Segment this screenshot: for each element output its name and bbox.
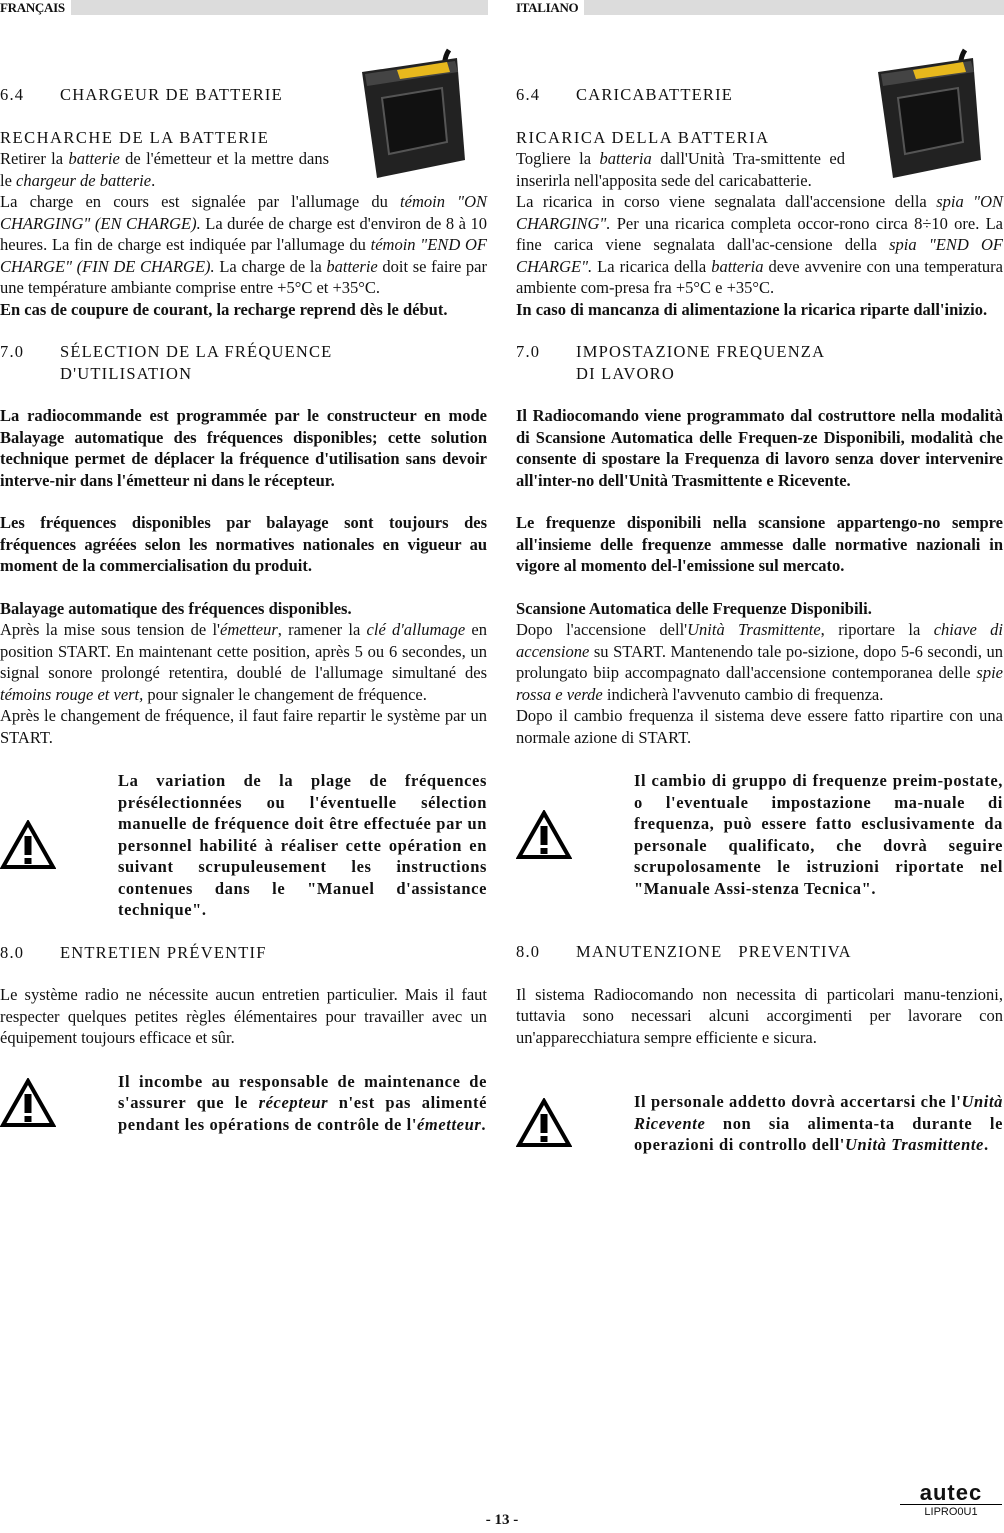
section-number: 7.0 xyxy=(516,342,541,361)
section-number: 8.0 xyxy=(0,942,25,962)
autec-logo xyxy=(900,1482,1002,1518)
bold-paragraph: Le frequenze disponibili nella scansione appartengo-no sempre all'insieme delle frequenze ammesse dalle normative nazionali in vigore al momento del-l'emissione sul mercato. xyxy=(516,513,1003,575)
header-lang-it: ITALIANO xyxy=(516,0,584,15)
column-italian xyxy=(516,70,1003,1156)
section-title: CHARGEUR DE BATTERIE xyxy=(60,85,283,104)
paragraph: Retirer la batterie de l'émetteur et la mettre dans le chargeur de batterie. xyxy=(0,149,330,190)
paragraph: Après le changement de fréquence, il faut faire repartir le système par un START. xyxy=(0,706,487,747)
section-title: CARICABATTERIE xyxy=(576,85,734,104)
warning-triangle-icon xyxy=(0,820,56,870)
paragraph: Dopo l'accensione dell'Unità Trasmittente, riportare la chiave di accensione su START. Mantenendo tale po-sizione, dopo 5-6 secondi, un prolungato biip accompagnato dall'accensione contemporanea delle spie rossa e verde indicherà l'avvenuto cambio di frequenza. xyxy=(516,620,1004,704)
warning-text: Il cambio di gruppo di frequenze preim-postate, o l'eventuale impostazione ma-nuale di frequenza, può essere fatto esclusivamente da personale qualificato, che dovrà seguire scrupolosamente le istruzioni riportate nel "Manuale Assi-stenza Tecnica". xyxy=(634,771,1003,898)
warning-triangle-icon xyxy=(0,1078,56,1128)
warning-block xyxy=(516,770,1003,899)
warning-text: Il personale addetto dovrà accertarsi che l'Unità Ricevente non sia alimenta-ta durante le operazioni di controllo dell'Unità Trasmittente. xyxy=(634,1092,1003,1154)
warning-text: La variation de la plage de fréquences présélectionnées ou l'éventuelle sélection manuelle de fréquence doit être effectuée par un personnel habilité à réaliser cette opération en suivant scrupuleusement les instructions contenues dans le "Manuel d'assistance technique". xyxy=(118,771,487,919)
section-number: 6.4 xyxy=(0,85,25,104)
bold-paragraph: Il Radiocomando viene programmato dal costruttore nella modalità di Scansione Automatica delle Frequen-ze Disponibili, modalità che consente di spostare la Frequenza di lavoro senza dover intervenire all'inter-no dell'Unità Trasmittente e Ricevente. xyxy=(516,406,1003,490)
header-bar-left xyxy=(0,0,488,15)
bold-subheading: Scansione Automatica delle Frequenze Disponibili. xyxy=(516,598,872,618)
section-title: MANUTENZIONE PREVENTIVA xyxy=(576,942,852,961)
document-code: LIPRO0U1 xyxy=(900,1504,1002,1518)
battery-charger-image xyxy=(853,42,1003,182)
bold-paragraph: Les fréquences disponibles par balayage sont toujours des fréquences agréées selon les normatives nationales en vigueur au moment de la commercialisation du produit. xyxy=(0,513,487,575)
section-number: 6.4 xyxy=(516,85,541,104)
section-title: SÉLECTION DE LA FRÉQUENCE xyxy=(60,342,333,361)
section-number: 8.0 xyxy=(516,942,541,961)
section-title-line2: D'UTILISATION xyxy=(60,363,193,383)
warning-triangle-icon xyxy=(516,810,572,860)
page-number: - 13 - xyxy=(485,1512,519,1528)
paragraph: La ricarica in corso viene segnalata dall'accensione della spia "ON CHARGING". Per una ricarica completa occor-rono circa 8÷10 ore. La fine carica viene segnalata dall'ac-censione della spia "END OF CHARGE". La ricarica della batteria deve avvenire con una temperatura ambiente com-presa fra +5°C e +35°C. xyxy=(516,192,1003,297)
logo-wordmark: autec xyxy=(919,1480,983,1505)
bold-subheading: Balayage automatique des fréquences disponibles. xyxy=(0,598,352,618)
bold-paragraph: La radiocommande est programmée par le constructeur en mode Balayage automatique des fréquences disponibles; cette solution technique permet de déplacer la fréquence d'utilisation sans devoir interve-nir dans l'émetteur ni dans le récepteur. xyxy=(0,406,487,490)
header-lang-fr: FRANÇAIS xyxy=(0,0,71,15)
battery-charger-image xyxy=(337,42,487,182)
paragraph: Le système radio ne nécessite aucun entretien particulier. Mais il faut respecter quelques petites règles élémentaires pour travailler avec un équipement toujours efficace et sûr. xyxy=(0,985,487,1047)
bold-note: In caso di mancanza di alimentazione la ricarica riparte dall'inizio. xyxy=(516,299,988,319)
paragraph: Il sistema Radiocomando non necessita di particolari manu-tenzioni, tuttavia sono necessari alcuni accorgimenti per lavorare con un'apparecchiatura sempre efficiente e sicura. xyxy=(516,984,1003,1047)
warning-triangle-icon xyxy=(516,1098,572,1148)
subheading: RICARICA DELLA BATTERIA xyxy=(516,127,770,147)
warning-text: Il incombe au responsable de maintenance de s'assurer que le récepteur n'est pas alimenté pendant les opérations de contrôle de l'émetteur. xyxy=(118,1071,488,1134)
section-title: IMPOSTAZIONE FREQUENZA xyxy=(576,342,826,361)
warning-block xyxy=(516,1091,1003,1156)
bold-note: En cas de coupure de courant, la recharge reprend dès le début. xyxy=(0,299,448,319)
section-number: 7.0 xyxy=(0,342,25,361)
paragraph: Après la mise sous tension de l'émetteur, ramener la clé d'allumage en position START. En maintenant cette position, après 5 ou 6 secondes, un signal sonore prolongé retentira, doublé de l'allumage simultané des témoins rouge et vert, pour signaler le changement de fréquence. xyxy=(0,620,487,704)
column-french xyxy=(0,70,487,1135)
subheading: RECHARCHE DE LA BATTERIE xyxy=(0,127,270,147)
paragraph: La charge en cours est signalée par l'allumage du témoin "ON CHARGING" (EN CHARGE). La durée de charge est d'environ de 8 à 10 heures. La fin de charge est indiquée par l'allumage du témoin "END OF CHARGE" (FIN DE CHARGE). La charge de la batterie doit se faire par une température ambiante comprise entre +5°C et +35°C. xyxy=(0,192,487,297)
section-title: ENTRETIEN PRÉVENTIF xyxy=(60,942,267,962)
warning-block xyxy=(0,770,487,921)
header-bar-right xyxy=(516,0,1004,15)
paragraph: Togliere la batteria dall'Unità Tra-smittente ed inserirla nell'apposita sede del caricabatterie. xyxy=(516,149,845,190)
warning-block xyxy=(0,1071,487,1136)
section-title-line2: DI LAVORO xyxy=(576,363,675,383)
paragraph: Dopo il cambio frequenza il sistema deve essere fatto ripartire con una normale azione di START. xyxy=(516,706,1003,747)
